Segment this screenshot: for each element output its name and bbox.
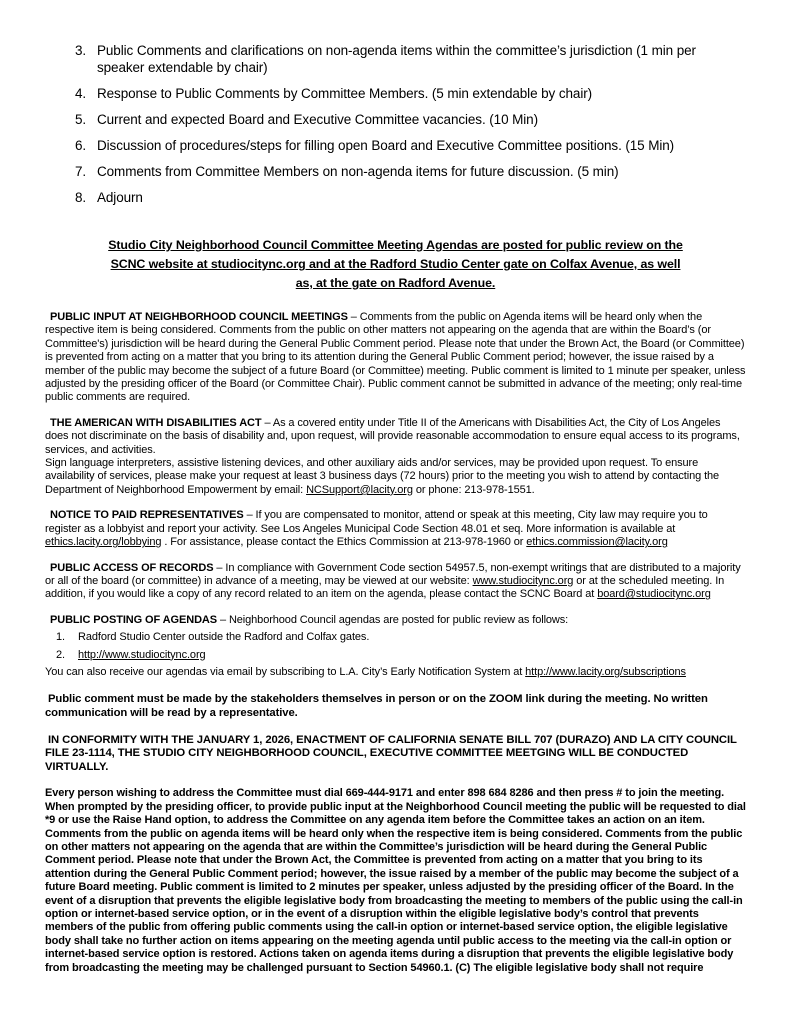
heading-separator: –	[213, 561, 226, 574]
ada-body-1: As a covered entity under Title II of the Americans with Disabilities Act, the City of Los Angeles does not discriminate on the basis of disability and, upon request, will provide reasonable accommodation to ensure equal access to its programs, services, and activities.	[45, 416, 740, 456]
records-heading: PUBLIC ACCESS OF RECORDS	[50, 561, 214, 574]
records-body-2: or at the scheduled meeting. In addition, if you would like a copy of any record related to an item on the agenda, please contact the SCNC Board at	[45, 574, 725, 601]
posting-paragraph	[45, 614, 746, 627]
ethics-commission-email-link[interactable]: ethics.commission@lacity.org	[526, 536, 668, 549]
ada-body-2: Sign language interpreters, assistive listening devices, and other auxiliary aids and/or services, may be provided upon request. To ensure availability of services, please make your request at least 3 business days (72 hours) prior to the meeting you wish to attend by contacting the Department of Neighborhood Empowerment by email:	[45, 457, 720, 496]
heading-separator: –	[217, 613, 229, 626]
ada-paragraph	[45, 417, 746, 497]
posting-item-text: Radford Studio Center outside the Radford and Colfax gates.	[78, 631, 370, 644]
studiocitync-url-link[interactable]: http://www.studiocitync.org	[78, 648, 206, 661]
zoom-comment-notice: Public comment must be made by the stakeholders themselves in person or on the ZOOM link during the meeting. No written communication will be read by a representative.	[45, 693, 708, 719]
paid-reps-body-1: If you are compensated to monitor, attend or speak at this meeting, City law may require you to register as a lobbyist and report your activity. See Los Angeles Municipal Code Section 48.01 et seq. More information is available at	[45, 509, 708, 535]
agenda-item-6	[75, 137, 746, 154]
heading-separator: –	[243, 509, 256, 522]
posting-location-1	[50, 631, 746, 644]
agenda-item-text: Current and expected Board and Executive Committee vacancies. (10 Min)	[97, 112, 538, 127]
posting-item-number: 1.	[56, 631, 65, 644]
conformity-statement: IN CONFORMITY WITH THE JANUARY 1, 2026, ENACTMENT OF CALIFORNIA SENATE BILL 707 (DURAZO) AND LA CITY COUNCIL FILE 23-1114, THE STUDIO CITY NEIGHBORHOOD COUNCIL, EXECUTIVE COMMITTEE MEETGING WILL BE CONDUCTED VIRTUALLY.	[45, 733, 737, 773]
subscribe-text: You can also receive our agendas via email by subscribing to L.A. City’s Early Notification System at	[45, 665, 526, 678]
records-body-1: In compliance with Government Code section 54957.5, non-exempt writings that are distributed to a majority or all of the board (or committee) in advance of a meeting, may be viewed at our website:	[45, 561, 741, 587]
ada-heading: THE AMERICAN WITH DISABILITIES ACT	[50, 416, 262, 429]
posting-body: Neighborhood Council agendas are posted for public review as follows:	[228, 613, 569, 626]
agenda-item-4	[75, 85, 746, 102]
ada-body-3: or phone: 213-978-1551.	[412, 483, 535, 496]
agenda-item-3	[75, 42, 746, 76]
agenda-item-number: 8.	[75, 190, 87, 205]
agenda-item-text: Public Comments and clarifications on non-agenda items within the committee’s jurisdiction (1 min per speaker extendable by chair)	[97, 43, 696, 75]
public-input-heading: PUBLIC INPUT AT NEIGHBORHOOD COUNCIL MEETINGS	[50, 311, 348, 323]
heading-separator: –	[261, 416, 273, 429]
agenda-item-8	[75, 189, 746, 206]
posting-heading: PUBLIC POSTING OF AGENDAS	[50, 613, 217, 626]
lobbying-link[interactable]: ethics.lacity.org/lobbying	[45, 536, 162, 549]
agenda-item-number: 5.	[75, 112, 87, 127]
posting-location-2	[50, 649, 746, 662]
agenda-item-number: 7.	[75, 164, 87, 179]
agenda-item-text: Adjourn	[97, 190, 143, 205]
paid-representatives-heading: NOTICE TO PAID REPRESENTATIVES	[50, 509, 244, 522]
virtual-procedure-paragraph: Every person wishing to address the Committee must dial 669-444-9171 and enter 898 684 8286 and then press # to join the meeting. When prompted by the presiding officer, to provide public input at the Neighborhood Council meeting the public will be requested to dial *9 or use the Raise Hand option, to address the Committee on any agenda item before the Committee takes an action on an item. Comments from the public on agenda items will be heard only when the respective item is being considered. Comments from the public on other matters not appearing on the agenda that are within the Committee’s jurisdiction will be heard during the General Public Comment period. Please note that under the Brown Act, the Committee is prevented from acting on a matter that you bring to its attention during the General Public Comment period; however, the issue raised by a member of the public may become the subject of a future Board meeting. Public comment is limited to 2 minutes per speaker, unless adjusted by the presiding officer of the Board. In the event of a disruption that prevents the eligible legislative body from broadcasting the meeting to members of the public using the call-in option or internet-based service option, or in the event of a disruption within the eligible legislative body’s control that prevents members of the public from offering public comments using the call-in option or internet-based service option, the eligible legislative body shall take no further action on items appearing on the meeting agenda until public access to the meeting via the call-in option or internet-based service option is restored. Actions taken on agenda items during a disruption that prevents the eligible legislative body from broadcasting the meeting may be challenged pursuant to Section 54960.1. (C) The eligible legislative body shall not require	[45, 787, 746, 974]
posting-location-list	[50, 631, 746, 662]
agenda-item-text: Discussion of procedures/steps for filling open Board and Executive Committee positions. (15 Min)	[97, 138, 675, 153]
subscribe-line	[45, 666, 746, 679]
agenda-item-text: Comments from Committee Members on non-agenda items for future discussion. (5 min)	[97, 164, 619, 179]
agenda-item-number: 4.	[75, 86, 87, 101]
agenda-item-text: Response to Public Comments by Committee Members. (5 min extendable by chair)	[97, 86, 593, 101]
records-paragraph	[45, 562, 746, 602]
heading-separator: –	[347, 311, 360, 323]
board-email-link[interactable]: board@studiocitync.org	[597, 588, 711, 601]
early-notification-link[interactable]: http://www.lacity.org/subscriptions	[525, 665, 686, 678]
agenda-item-number: 3.	[75, 43, 87, 58]
agenda-item-5	[75, 111, 746, 128]
public-input-paragraph	[45, 311, 746, 405]
nc-support-email-link[interactable]: NCSupport@lacity.org	[306, 483, 413, 496]
posting-banner: Studio City Neighborhood Council Committee Meeting Agendas are posted for public review on the SCNC website at studiocitync.org and at the Radford Studio Center gate on Colfax Avenue, as well as, at the gate on Radford Avenue.	[108, 238, 683, 290]
paid-reps-body-2: . For assistance, please contact the Ethics Commission at 213-978-1960 or	[161, 536, 527, 549]
studiocitync-website-link[interactable]: www.studiocitync.org	[472, 574, 574, 587]
agenda-item-number: 6.	[75, 138, 87, 153]
agenda-item-7	[75, 163, 746, 180]
public-input-body: Comments from the public on Agenda items will be heard only when the respective item is being considered. Comments from the public on other matters not appearing on the agenda that are within the Board’s (or Committee's) jurisdiction will be heard during the General Public Comment period. Please note that under the Brown Act, the Board (or Committee) is prevented from acting on a matter that you bring to its attention during the General Public Comment period; however, the issue raised by a member of the public may become the subject of a future Board (or Committee) meeting. Public comment is limited to 1 minute per speaker, unless adjusted by the presiding officer of the Board (or Committee Chair). Public comment cannot be submitted in advance of the meeting; only real-time public comments are required.	[45, 311, 746, 404]
agenda-item-list	[75, 42, 746, 206]
paid-representatives-paragraph	[45, 509, 746, 549]
posting-item-number: 2.	[56, 648, 65, 661]
